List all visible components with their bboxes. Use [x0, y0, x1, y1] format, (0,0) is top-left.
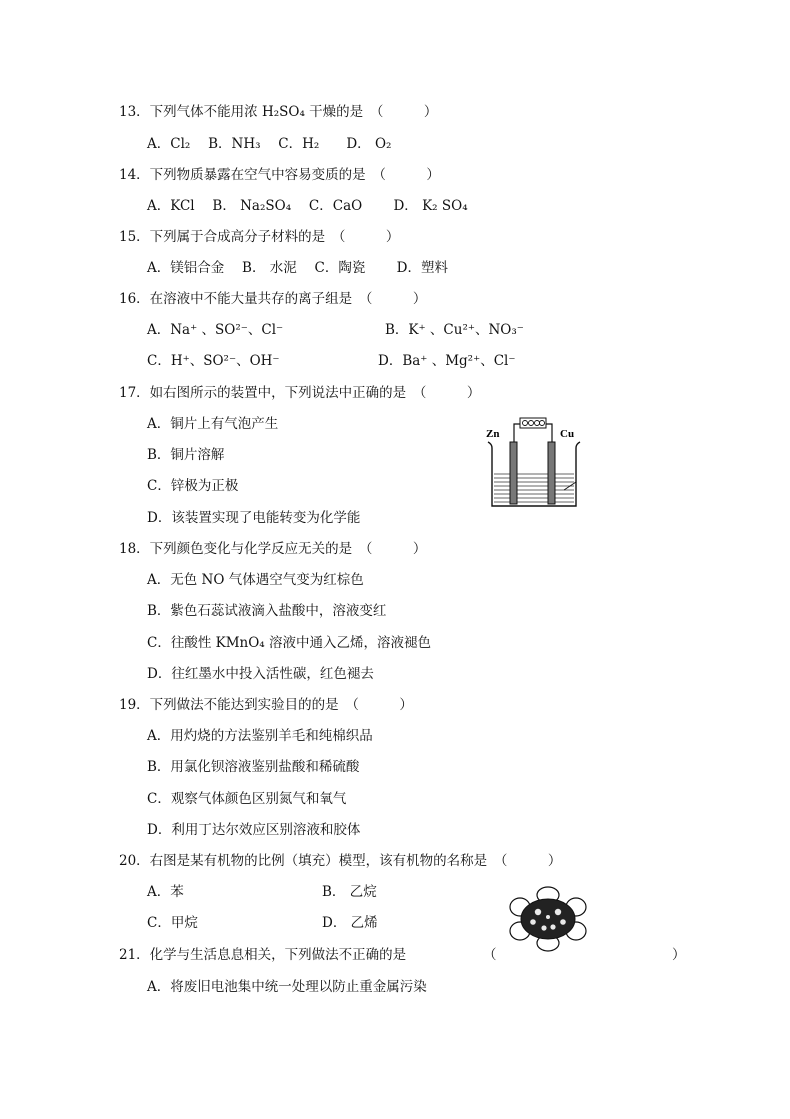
- question-18-stem: 18．下列颜色变化与化学反应无关的是 （ ）: [119, 541, 427, 557]
- question-14-stem: 14．下列物质暴露在空气中容易变质的是 （ ）: [119, 167, 440, 183]
- question-16-option-d: D．Ba⁺ 、Mg²⁺、Cl⁻: [378, 353, 516, 369]
- question-19-option-d: D．利用丁达尔效应区别溶液和胶体: [147, 822, 361, 838]
- question-18-option-a: A．无色 NO 气体遇空气变为红棕色: [147, 572, 364, 588]
- question-15-stem: 15．下列属于合成高分子材料的是 （ ）: [119, 229, 400, 245]
- copper-electrode: [548, 442, 555, 504]
- question-17-option-a: A．铜片上有气泡产生: [147, 416, 279, 432]
- question-20-option-a: A．苯: [147, 884, 184, 900]
- question-20-option-b: B． 乙烷: [322, 884, 377, 900]
- question-16-option-c: C．H⁺、SO²⁻、OH⁻: [147, 353, 280, 369]
- question-16-option-a: A．Na⁺ 、SO²⁻、Cl⁻: [147, 322, 284, 338]
- question-19-stem: 19．下列做法不能达到实验目的的是 （ ）: [119, 697, 413, 713]
- question-20-option-c: C．甲烷: [147, 915, 198, 931]
- question-17-option-c: C．锌极为正极: [147, 478, 239, 494]
- question-18-option-c: C．往酸性 KMnO₄ 溶液中通入乙烯，溶液褪色: [147, 635, 431, 651]
- question-13-options: A．Cl₂ B．NH₃ C．H₂ D． O₂: [147, 136, 392, 152]
- load-resistor: [520, 418, 546, 428]
- question-15-options: A．镁铝合金 B． 水泥 C．陶瓷 D．塑料: [147, 260, 448, 276]
- question-19-option-a: A．用灼烧的方法鉴别羊毛和纯棉织品: [147, 728, 373, 744]
- question-13-stem: 13．下列气体不能用浓 H₂SO₄ 干燥的是 （ ）: [119, 104, 438, 120]
- space-filling-model-figure: [508, 886, 588, 952]
- question-14-options: A．KCl B． Na₂SO₄ C．CaO D． K₂ SO₄: [147, 198, 468, 214]
- question-19-option-c: C．观察气体颜色区别氮气和氧气: [147, 791, 347, 807]
- galvanic-cell-figure: [484, 412, 584, 512]
- question-17-option-d: D．该装置实现了电能转变为化学能: [147, 510, 361, 526]
- zinc-electrode: [510, 442, 517, 504]
- question-21-stem: 21．化学与生活息息相关，下列做法不正确的是: [119, 947, 407, 963]
- question-16-option-b: B．K⁺ 、Cu²⁺、NO₃⁻: [385, 322, 524, 338]
- zinc-label: Zn: [486, 428, 500, 440]
- question-19-option-b: B．用氯化钡溶液鉴别盐酸和稀硫酸: [147, 759, 360, 775]
- question-16-stem: 16．在溶液中不能大量共存的离子组是 （ ）: [119, 291, 427, 307]
- question-18-option-d: D．往红墨水中投入活性碳，红色褪去: [147, 666, 374, 682]
- question-17-stem: 17．如右图所示的装置中，下列说法中正确的是 （ ）: [119, 385, 481, 401]
- question-20-option-d: D． 乙烯: [322, 915, 378, 931]
- electrolyte-solution: [494, 474, 574, 502]
- copper-label: Cu: [560, 428, 575, 440]
- question-21-option-a: A．将废旧电池集中统一处理以防止重金属污染: [147, 979, 427, 995]
- question-18-option-b: B．紫色石蕊试液滴入盐酸中，溶液变红: [147, 603, 387, 619]
- question-20-stem: 20．右图是某有机物的比例（填充）模型，该有机物的名称是 （ ）: [119, 853, 562, 869]
- question-21-paren: （ ）: [483, 947, 686, 963]
- question-17-option-b: B．铜片溶解: [147, 447, 225, 463]
